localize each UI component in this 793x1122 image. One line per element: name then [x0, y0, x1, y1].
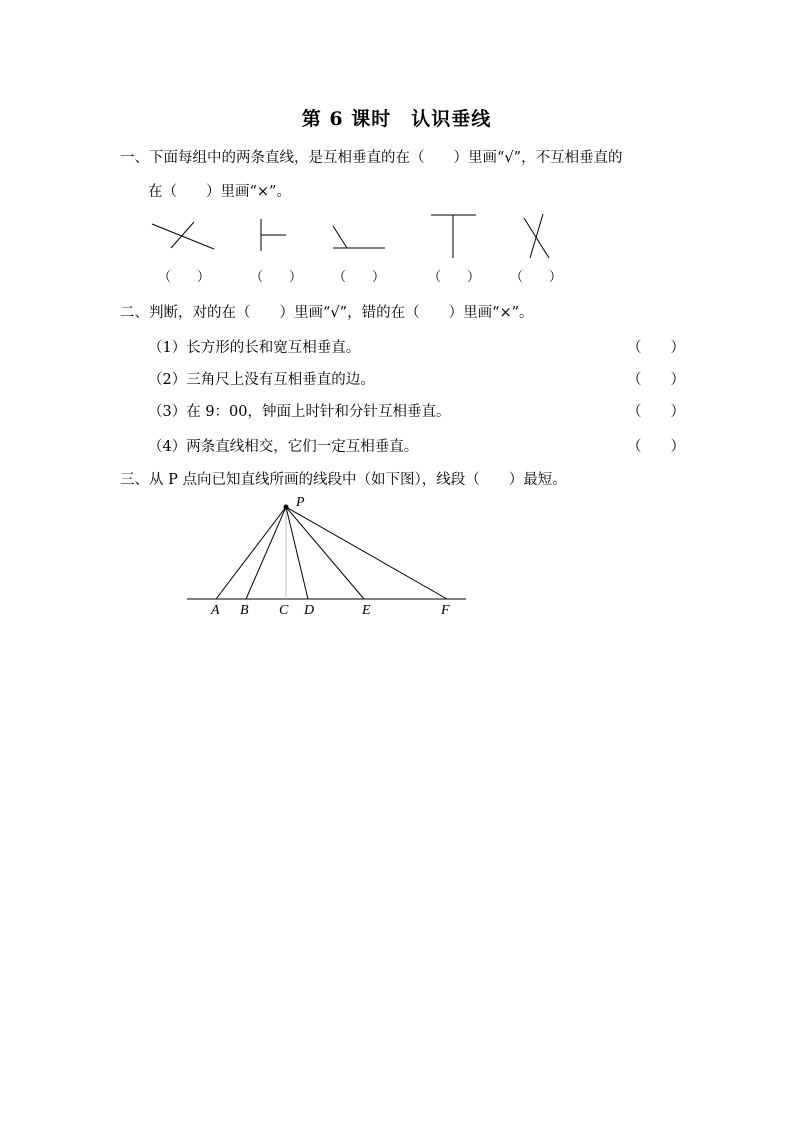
q3-instruction: 三、从 P 点向已知直线所画的线段中（如下图），线段（ ）最短。	[120, 472, 567, 488]
q2-item-2: （2）三角尺上没有互相垂直的边。	[148, 372, 375, 388]
q3-foot-label-a: A	[211, 603, 220, 618]
page-title: 第 6 课时 认识垂线	[301, 108, 492, 130]
q1-answer-blank-2[interactable]: （ ）	[250, 270, 303, 285]
q3-point-label-p: P	[296, 495, 305, 510]
q1-answer-blank-3[interactable]: （ ）	[333, 270, 386, 285]
q1-answer-blank-4[interactable]: （ ）	[428, 270, 481, 285]
q3-foot-label-c: C	[279, 603, 289, 618]
q3-segment-pb	[246, 507, 286, 599]
q1-instruction-line2: 在（ ）里画“×”。	[148, 184, 291, 200]
q3-segment-pa	[216, 507, 286, 599]
q3-foot-label-b: B	[240, 603, 249, 618]
q3-point-p-dot	[284, 505, 289, 510]
q3-segment-pe	[286, 507, 364, 599]
q2-instruction: 二、判断，对的在（ ）里画“√”，错的在（ ）里画“×”。	[120, 305, 534, 321]
q1-answer-blank-1[interactable]: （ ）	[158, 270, 211, 285]
q2-item-4-blank[interactable]: （ ）	[627, 439, 685, 455]
q2-item-3-blank[interactable]: （ ）	[627, 404, 685, 420]
q3-foot-label-e: E	[362, 603, 371, 618]
q2-item-3: （3）在 9：00，钟面上时针和分针互相垂直。	[148, 404, 451, 420]
q2-item-4: （4）两条直线相交，它们一定互相垂直。	[148, 439, 419, 455]
q3-foot-label-f: F	[441, 603, 450, 618]
q1-answer-blank-5[interactable]: （ ）	[510, 270, 563, 285]
q1-instruction-line1: 一、下面每组中的两条直线，是互相垂直的在（ ）里画“√”，不互相垂直的	[120, 150, 623, 166]
q2-item-1: （1）长方形的长和宽互相垂直。	[148, 340, 361, 356]
q3-segment-pf	[286, 507, 447, 599]
q2-item-1-blank[interactable]: （ ）	[627, 340, 685, 356]
q3-foot-label-d: D	[304, 603, 315, 618]
q2-item-2-blank[interactable]: （ ）	[627, 372, 685, 388]
q3-segment-pd	[286, 507, 308, 599]
